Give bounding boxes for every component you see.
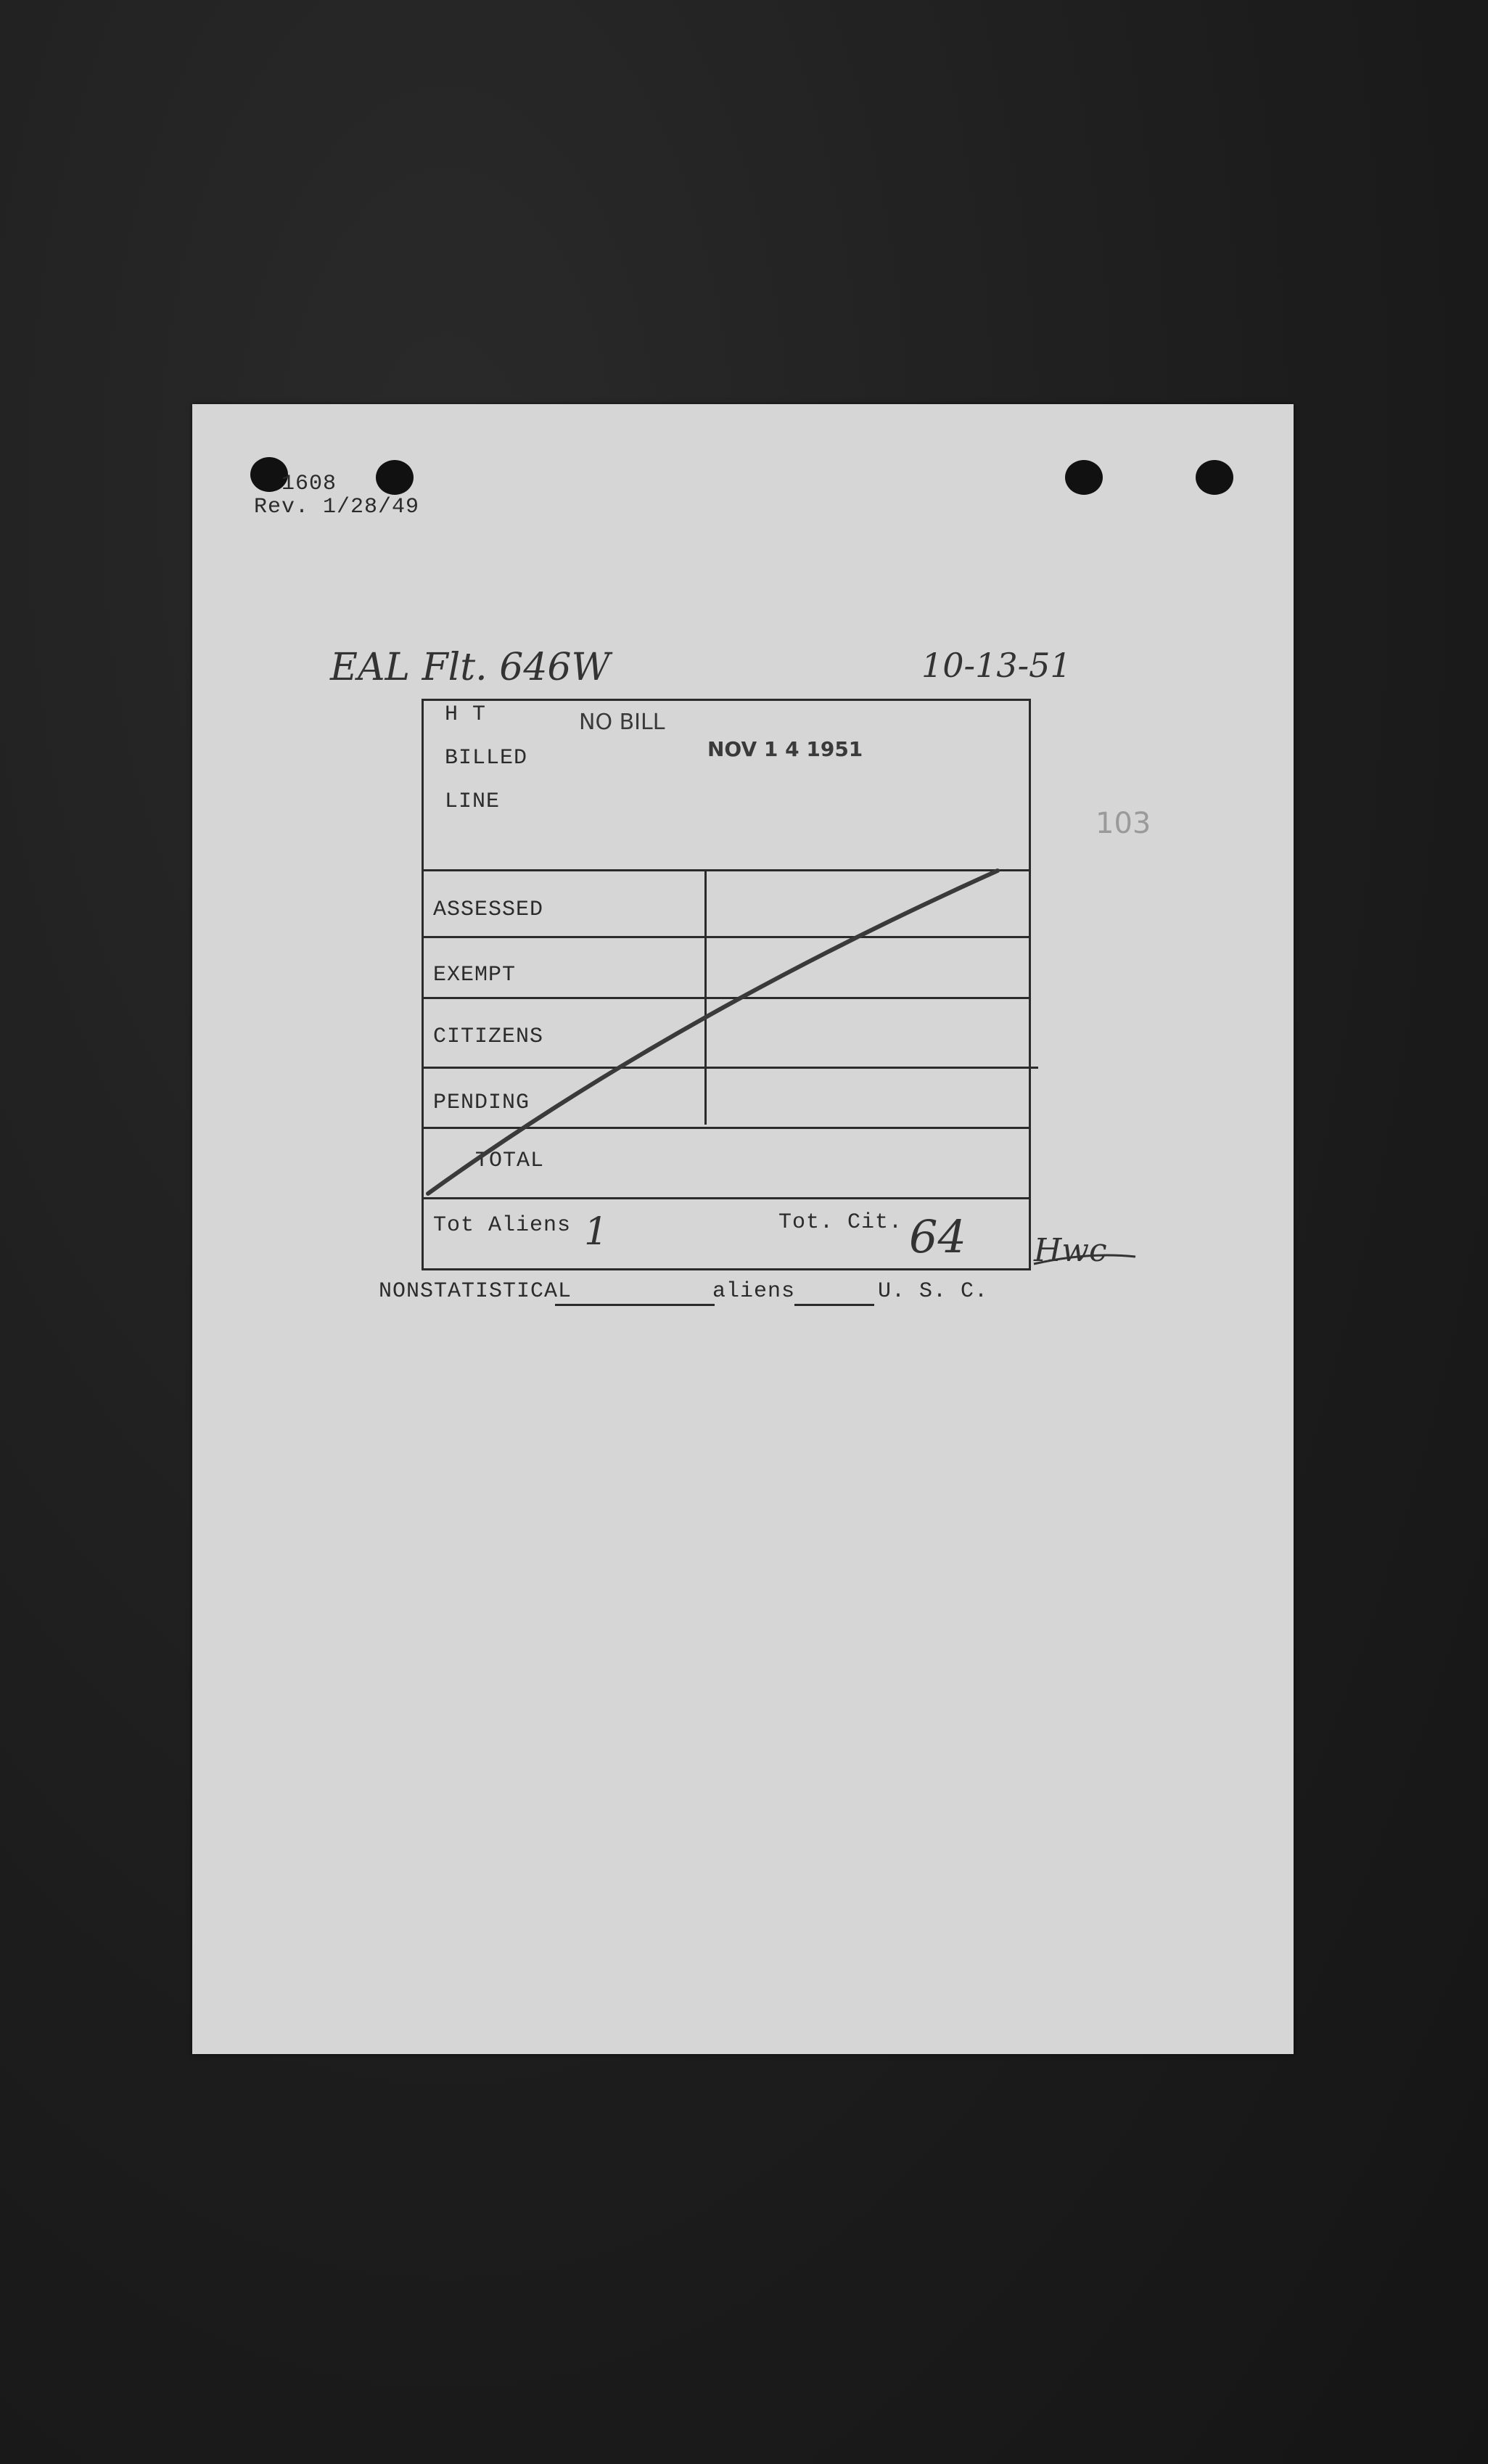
footer-nonstatistical: NONSTATISTICAL xyxy=(379,1279,572,1304)
punch-hole xyxy=(1065,460,1103,495)
aliens-blank xyxy=(794,1304,874,1306)
tot-aliens-value: 1 xyxy=(584,1210,609,1254)
punch-hole xyxy=(1196,460,1233,495)
tot-cit-label: Tot. Cit. xyxy=(778,1210,903,1235)
header-row-ht: H T xyxy=(445,702,487,727)
row-divider xyxy=(422,936,1031,938)
no-bill-stamp: NO BILL xyxy=(579,710,665,735)
nonstatistical-blank xyxy=(555,1304,715,1306)
revision-date: Rev. 1/28/49 xyxy=(254,495,420,520)
header-row-line: LINE xyxy=(445,789,501,814)
row-divider xyxy=(422,1067,1038,1069)
tot-cit-value: 64 xyxy=(909,1210,966,1263)
row-label-pending: PENDING xyxy=(433,1091,530,1115)
row-label-exempt: EXEMPT xyxy=(433,963,517,987)
punch-hole xyxy=(376,460,414,495)
footer-aliens: aliens xyxy=(712,1279,796,1304)
row-label-citizens: CITIZENS xyxy=(433,1024,544,1049)
row-divider xyxy=(422,1127,1031,1129)
row-divider xyxy=(422,997,1031,999)
date-stamp: NOV 1 4 1951 xyxy=(707,737,863,761)
form-number: 1608 xyxy=(281,472,337,496)
tot-aliens-label: Tot Aliens xyxy=(433,1213,572,1238)
handwritten-flight: EAL Flt. 646W xyxy=(330,646,610,689)
row-divider xyxy=(422,1197,1031,1199)
page-number: 103 xyxy=(1096,807,1151,840)
footer-usc: U. S. C. xyxy=(878,1279,989,1304)
initials-signature: Hwc xyxy=(1034,1232,1107,1269)
row-label-total: TOTAL xyxy=(475,1149,545,1173)
header-row-billed: BILLED xyxy=(445,746,528,771)
column-divider xyxy=(704,871,707,1125)
row-divider xyxy=(422,869,1031,871)
handwritten-date: 10-13-51 xyxy=(921,646,1072,685)
row-label-assessed: ASSESSED xyxy=(433,898,544,922)
